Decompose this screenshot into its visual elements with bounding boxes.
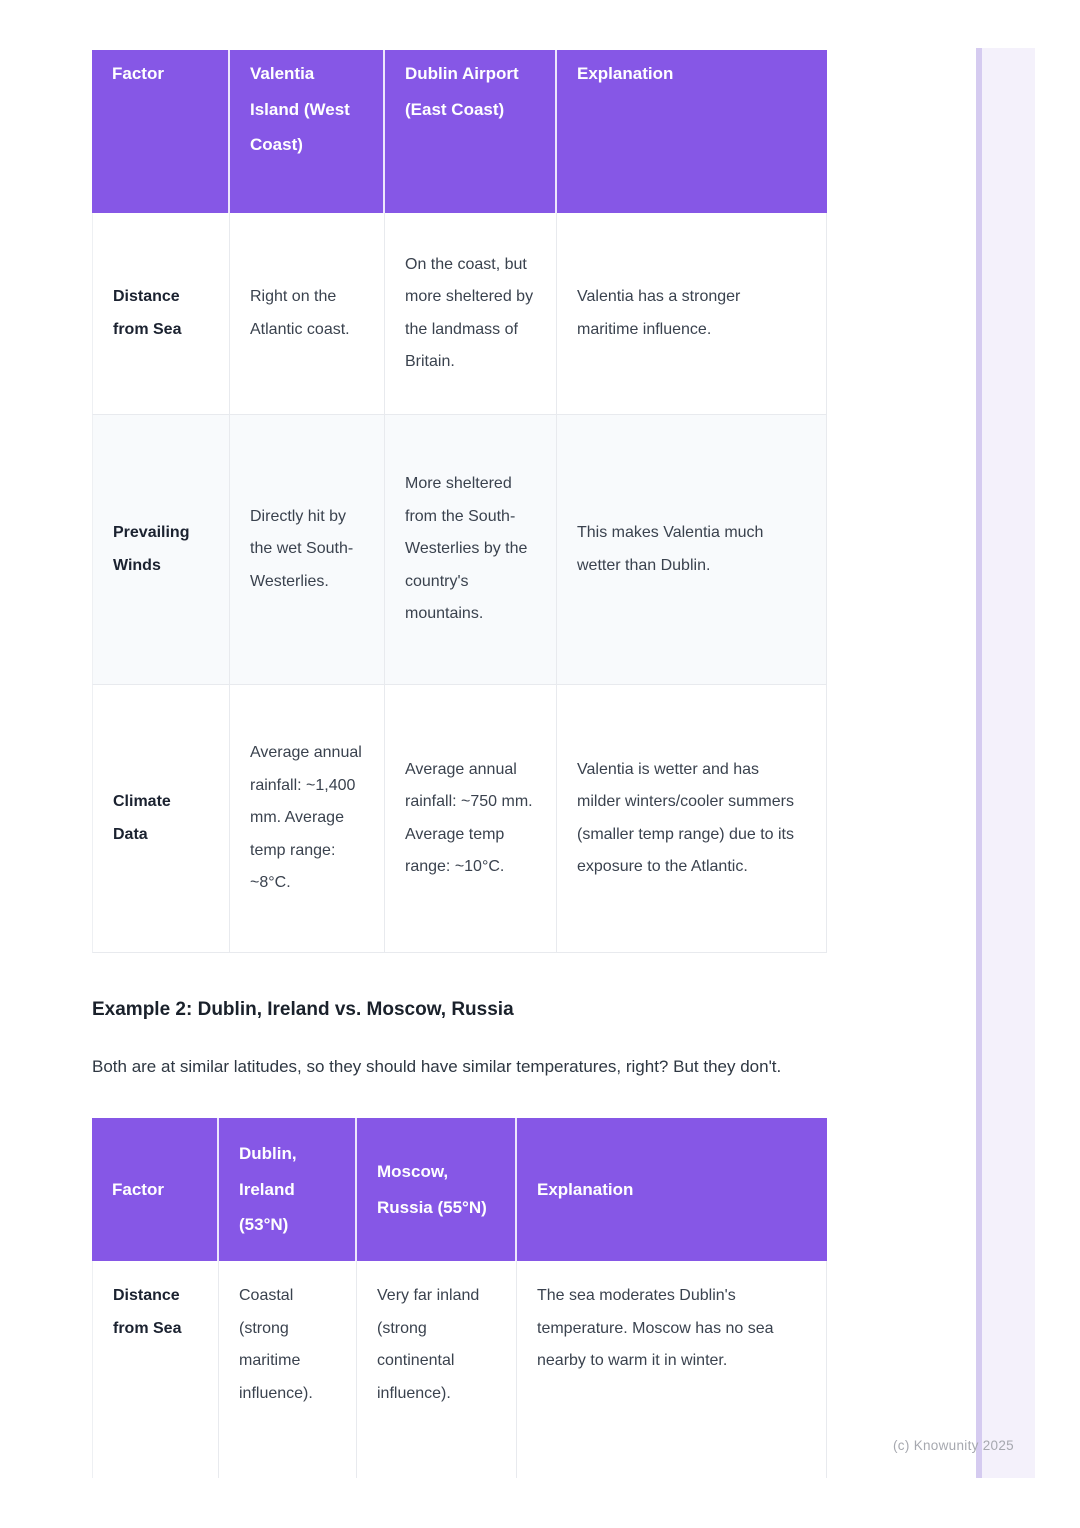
comparison-table-valentia-dublin (92, 50, 827, 953)
table-cell: Climate Data (92, 685, 230, 953)
table-cell: Valentia is wetter and has milder winters/cooler summers (smaller temp range) due to its exposure to the Atlantic. (557, 685, 827, 953)
table-cell: The sea moderates Dublin's temperature. Moscow has no sea nearby to warm it in winter. (517, 1261, 827, 1478)
table-header-cell-moscow: Moscow, Russia (55°N) (357, 1118, 517, 1261)
table-row-distance-from-sea (92, 213, 827, 415)
table-cell: Distance from Sea (92, 213, 230, 415)
table-header-cell-factor: Factor (92, 1118, 219, 1261)
table-cell: Directly hit by the wet South-Westerlies. (230, 415, 385, 685)
table-header-row (92, 50, 827, 213)
comparison-table-dublin-moscow (92, 1118, 827, 1478)
table-cell: Valentia has a stronger maritime influence. (557, 213, 827, 415)
table-cell: This makes Valentia much wetter than Dublin. (557, 415, 827, 685)
table-header-cell-factor: Factor (92, 50, 230, 213)
table-header-cell-dublin: Dublin, Ireland (53°N) (219, 1118, 357, 1261)
section-heading-example-2: Example 2: Dublin, Ireland vs. Moscow, Russia (92, 999, 514, 1020)
copyright-watermark: (c) Knowunity 2025 (893, 1438, 1014, 1453)
table-header-cell-valentia: Valentia Island (West Coast) (230, 50, 385, 213)
table-row-climate-data (92, 685, 827, 953)
table-cell: Distance from Sea (92, 1261, 219, 1478)
table-row-distance-from-sea (92, 1261, 827, 1478)
table-cell: Very far inland (strong continental influence). (357, 1261, 517, 1478)
table-cell: Average annual rainfall: ~1,400 mm. Average temp range: ~8°C. (230, 685, 385, 953)
page-edge-strip (976, 48, 1035, 1478)
table-header-cell-dublin-airport: Dublin Airport (East Coast) (385, 50, 557, 213)
table-header-row (92, 1118, 827, 1261)
table-header-cell-explanation: Explanation (517, 1118, 827, 1261)
table-cell: Average annual rainfall: ~750 mm. Average temp range: ~10°C. (385, 685, 557, 953)
table-cell: More sheltered from the South-Westerlies by the country's mountains. (385, 415, 557, 685)
table-header-cell-explanation: Explanation (557, 50, 827, 213)
table-cell: On the coast, but more sheltered by the landmass of Britain. (385, 213, 557, 415)
document-page (92, 50, 827, 1478)
table-row-prevailing-winds (92, 415, 827, 685)
section-paragraph: Both are at similar latitudes, so they should have similar temperatures, right? But they don't. (92, 1057, 782, 1076)
table-cell: Coastal (strong maritime influence). (219, 1261, 357, 1478)
table-cell: Prevailing Winds (92, 415, 230, 685)
table-cell: Right on the Atlantic coast. (230, 213, 385, 415)
